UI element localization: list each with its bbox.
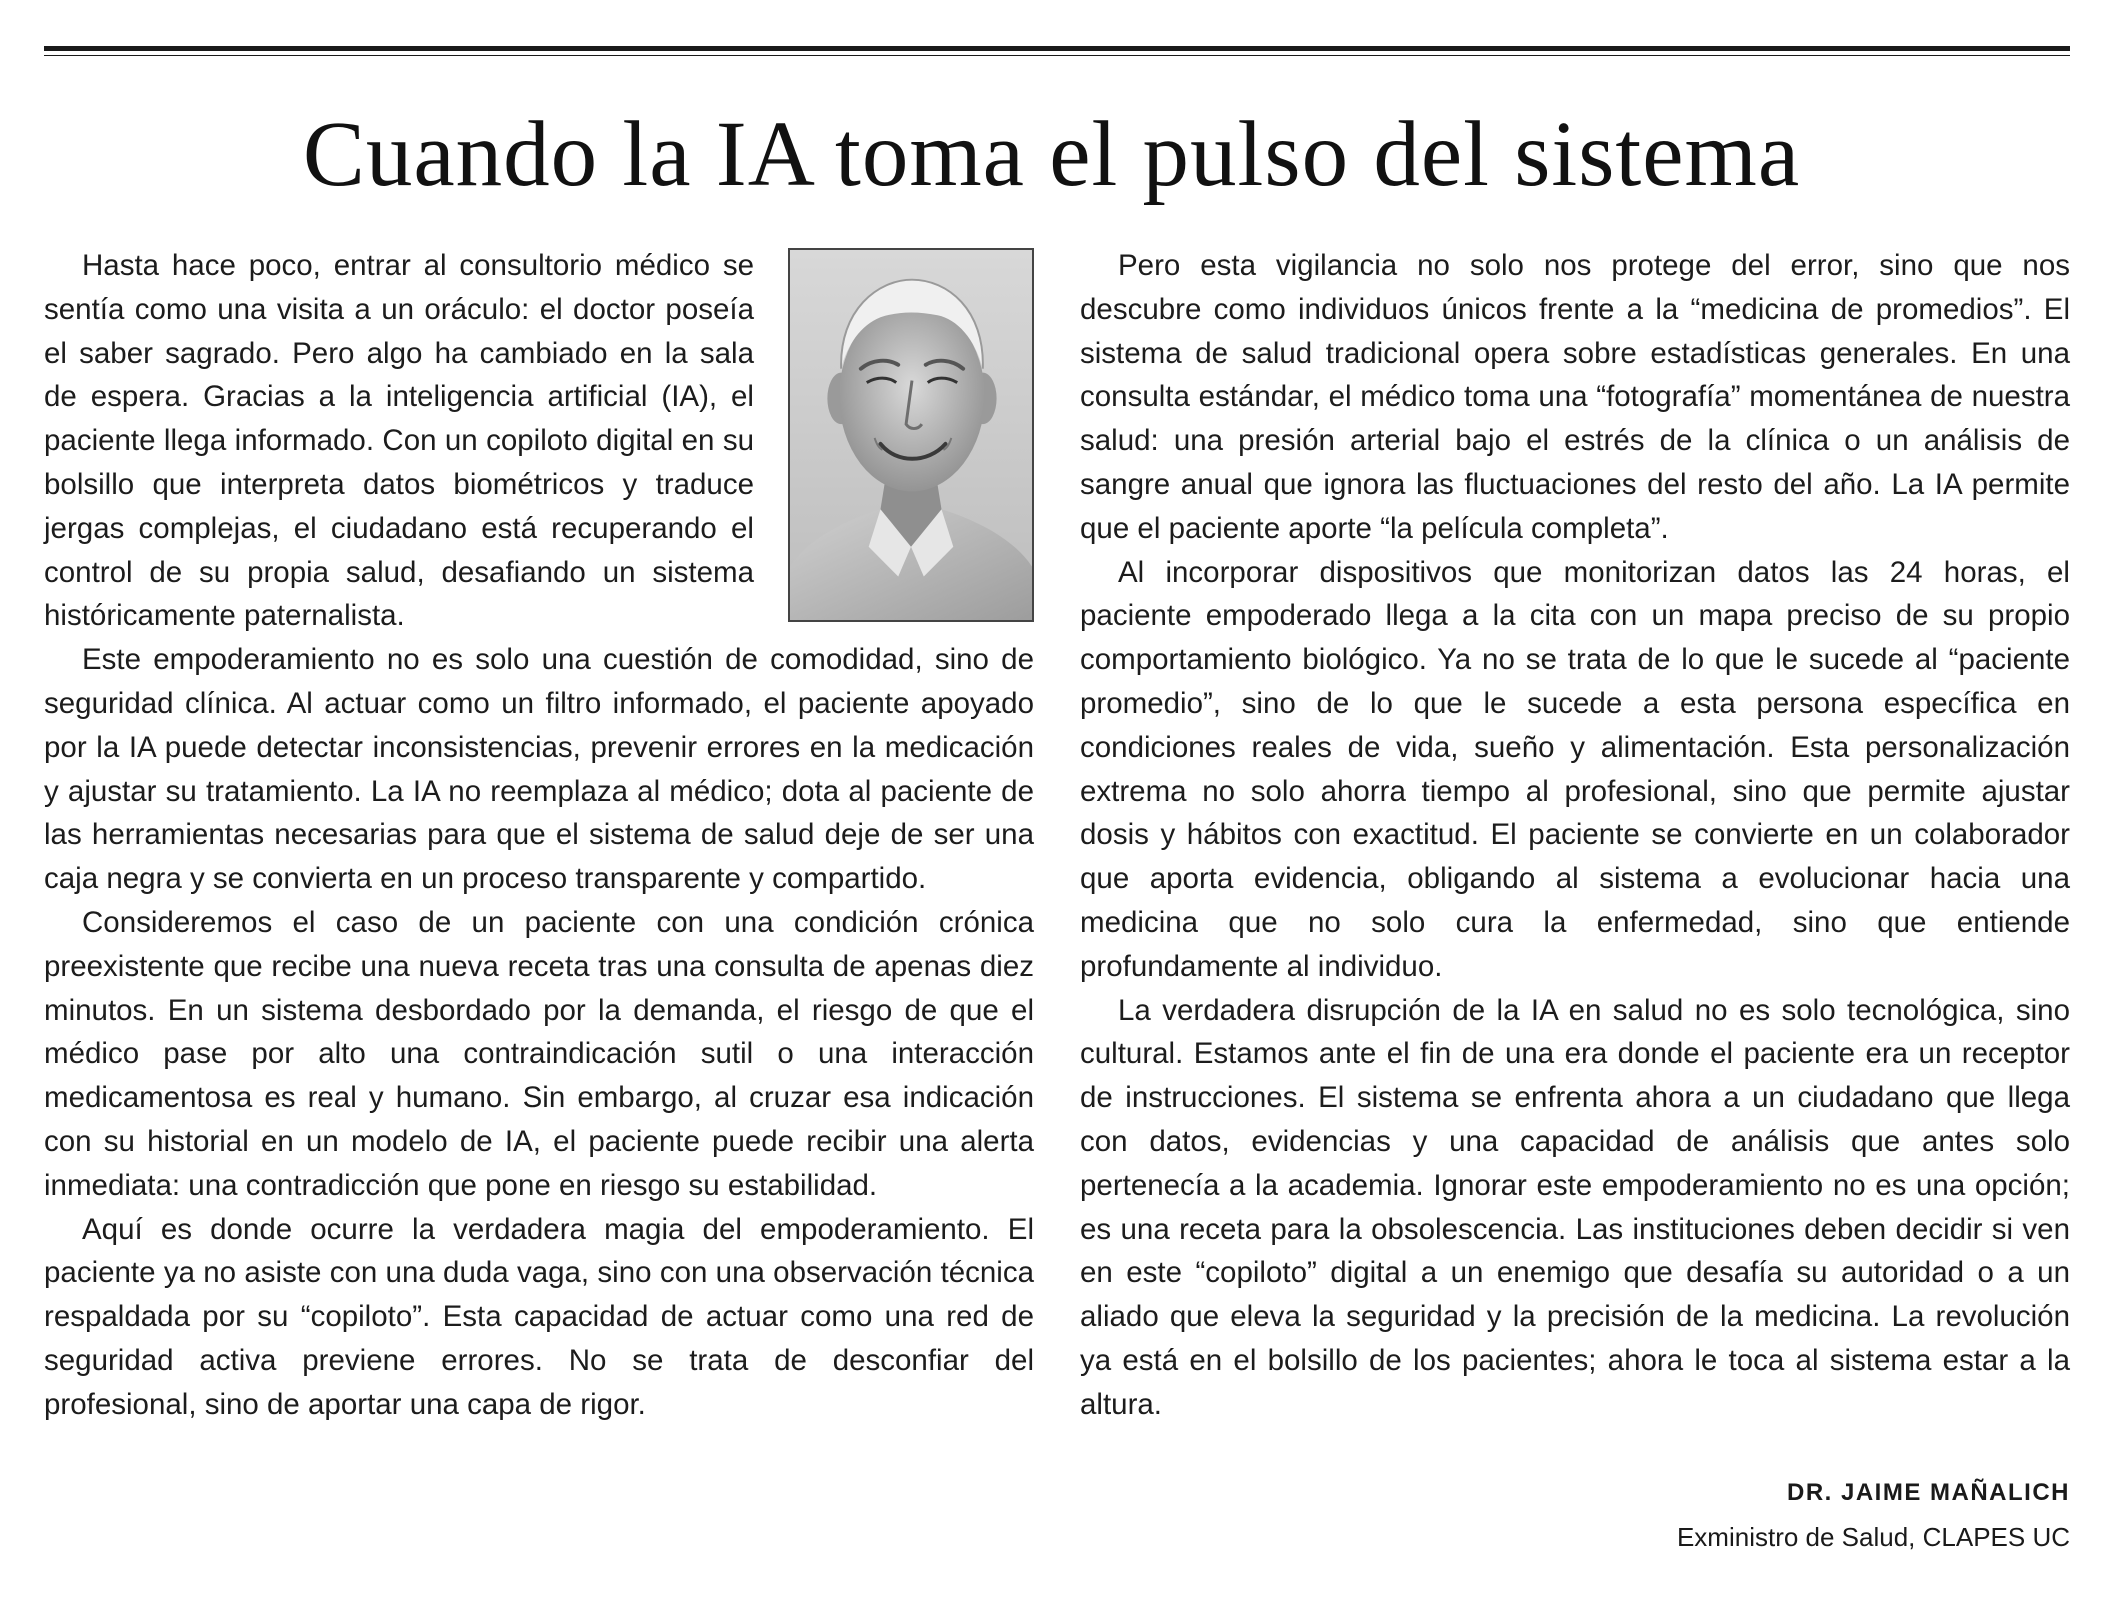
left-paragraph-1: Hasta hace poco, entrar al consultorio médico se sentía como una visita a un oráculo: el doctor poseía el saber sagrado. Pero algo ha cambiado en la sala de espera. Gracias a la inteligencia artificial (IA), el paciente llega informado. Con un copiloto digital en su bolsillo que interpreta datos biométricos y traduce jergas complejas, el ciudadano está recuperando el control de su propia salud, desafiando un sistema históricamente paternalista. bbox=[44, 249, 754, 633]
top-rule bbox=[44, 46, 2070, 51]
author-role: Exministro de Salud, CLAPES UC bbox=[1676, 1522, 2070, 1552]
right-paragraph-3: La verdadera disrupción de la IA en salud no es solo tecnológica, sino cultural. Estamos ante el fin de una era donde el paciente era un receptor de instrucciones. El sistema se enfrenta ahora a un ciudadano que llega con datos, evidencias y una capacidad de análisis que antes solo pertenecía a la academia. Ignorar este empoderamiento no es una opción; es una receta para la obsolescencia. Las instituciones deben decidir si ven en este “copiloto” digital a un enemigo que desafía su autoridad o a un aliado que eleva la seguridad y la precisión de la medicina. La revolución ya está en el bolsillo de los pacientes; ahora le toca al sistema estar a la altura. bbox=[1080, 993, 2070, 1421]
author-photo bbox=[788, 248, 1034, 622]
right-paragraph-2: Al incorporar dispositivos que monitorizan datos las 24 horas, el paciente empoderado llega a la cita con un mapa preciso de su propio comportamiento biológico. Ya no se trata de lo que le sucede al “paciente promedio”, sino de lo que le sucede a esta persona específica en condiciones reales de vida, sueño y alimentación. Esta personalización extrema no solo ahorra tiempo al profesional, sino que permite ajustar dosis y hábitos con exactitud. El paciente se convierte en un colaborador que aporta evidencia, obligando al sistema a evolucionar hacia una medicina que no solo cura la enfermedad, sino que entiende profundamente al individuo. bbox=[1080, 555, 2070, 983]
left-paragraph-3: Consideremos el caso de un paciente con una condición crónica preexistente que recibe una nueva receta tras una consulta de apenas diez minutos. En un sistema desbordado por la demanda, el riesgo de que el médico pase por alto una contraindicación sutil o una interacción medicamentosa es real y humano. Sin embargo, al cruzar esa indicación con su historial en un modelo de IA, el paciente puede recibir una alerta inmediata: una contradicción que pone en riesgo su estabilidad. bbox=[44, 905, 1034, 1202]
headline: Cuando la IA toma el pulso del sistema bbox=[302, 103, 1801, 206]
right-column bbox=[1080, 244, 2070, 1427]
right-paragraph-1: Pero esta vigilancia no solo nos protege del error, sino que nos descubre como individuos únicos frente a la “medicina de promedios”. El sistema de salud tradicional opera sobre estadísticas generales. En una consulta estándar, el médico toma una “fotografía” momentánea de nuestra salud: una presión arterial bajo el estrés de la clínica o un análisis de sangre anual que ignora las fluctuaciones del resto del año. La IA permite que el paciente aporte “la película completa”. bbox=[1080, 249, 2070, 545]
left-column bbox=[44, 244, 1034, 1427]
left-paragraph-4: Aquí es donde ocurre la verdadera magia del empoderamiento. El paciente ya no asiste con una duda vaga, sino con una observación técnica respaldada por su “copiloto”. Esta capacidad de actuar como una red de seguridad activa previene errores. No se trata de desconfiar del profesional, sino de aportar una capa de rigor. bbox=[44, 1212, 1034, 1421]
author-name: DR. JAIME MAÑALICH bbox=[1787, 1479, 2070, 1506]
left-paragraph-2: Este empoderamiento no es solo una cuestión de comodidad, sino de seguridad clínica. Al actuar como un filtro informado, el paciente apoyado por la IA puede detectar inconsistencias, prevenir errores en la medicación y ajustar su tratamiento. La IA no reemplaza al médico; dota al paciente de las herramientas necesarias para que el sistema de salud deje de ser una caja negra y se convierta en un proceso transparente y compartido. bbox=[44, 643, 1034, 896]
top-rule-thin bbox=[44, 55, 2070, 56]
